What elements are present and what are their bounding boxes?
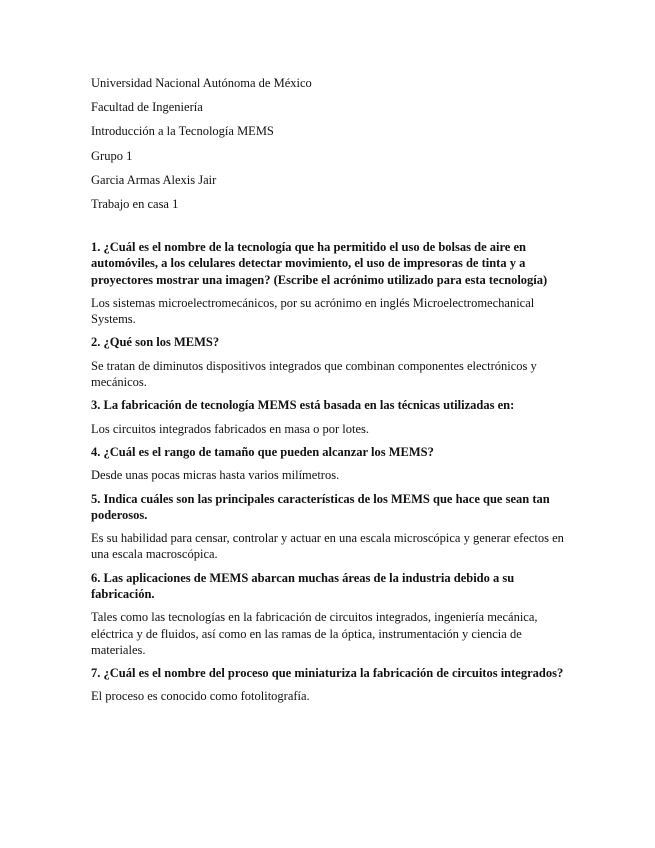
answer-6: Tales como las tecnologías en la fabricación de circuitos integrados, ingeniería mecánica, eléctrica y de fluidos, así como en las ramas de la óptica, instrumentación y ciencia de materiales. (91, 610, 538, 657)
course-name: Introducción a la Tecnología MEMS (91, 124, 274, 139)
group-name: Grupo 1 (91, 148, 133, 163)
answer-4: Desde unas pocas micras hasta varios milímetros. (91, 468, 340, 483)
question-1: 1. ¿Cuál es el nombre de la tecnología que ha permitido el uso de bolsas de aire en automóviles, a los celulares detectar movimiento, el uso de impresoras de tinta y a proyectores mostrar una imagen? (Escribe el acrónimo utilizado para esta tecnología) (91, 239, 548, 287)
answer-3: Los circuitos integrados fabricados en masa o por lotes. (91, 421, 370, 436)
question-7: 7. ¿Cuál es el nombre del proceso que miniaturiza la fabricación de circuitos integrados? (91, 666, 564, 681)
question-3: 3. La fabricación de tecnología MEMS está basada en las técnicas utilizadas en: (91, 398, 515, 413)
student-name: Garcia Armas Alexis Jair (91, 172, 217, 187)
document-header (91, 74, 571, 213)
document-page (91, 74, 571, 712)
answer-5: Es su habilidad para censar, controlar y actuar en una escala microscópica y generar efectos en una escala macroscópica. (91, 531, 564, 562)
faculty-name: Facultad de Ingeniería (91, 100, 203, 115)
assignment-title: Trabajo en casa 1 (91, 196, 179, 211)
university-name: Universidad Nacional Autónoma de México (91, 76, 312, 90)
answer-1: Los sistemas microelectromecánicos, por su acrónimo en inglés Microelectromechanical Systems. (91, 295, 535, 327)
question-6: 6. Las aplicaciones de MEMS abarcan muchas áreas de la industria debido a su fabricación. (91, 570, 515, 601)
question-4: 4. ¿Cuál es el rango de tamaño que pueden alcanzar los MEMS? (91, 444, 434, 459)
question-5: 5. Indica cuáles son las principales características de los MEMS que hace que sean tan poderosos. (91, 491, 550, 522)
answer-2: Se tratan de diminutos dispositivos integrados que combinan componentes electrónicos y mecánicos. (91, 358, 537, 390)
qa-list (91, 239, 571, 705)
answer-7: El proceso es conocido como fotolitografía. (91, 689, 310, 704)
question-2: 2. ¿Qué son los MEMS? (91, 335, 220, 350)
